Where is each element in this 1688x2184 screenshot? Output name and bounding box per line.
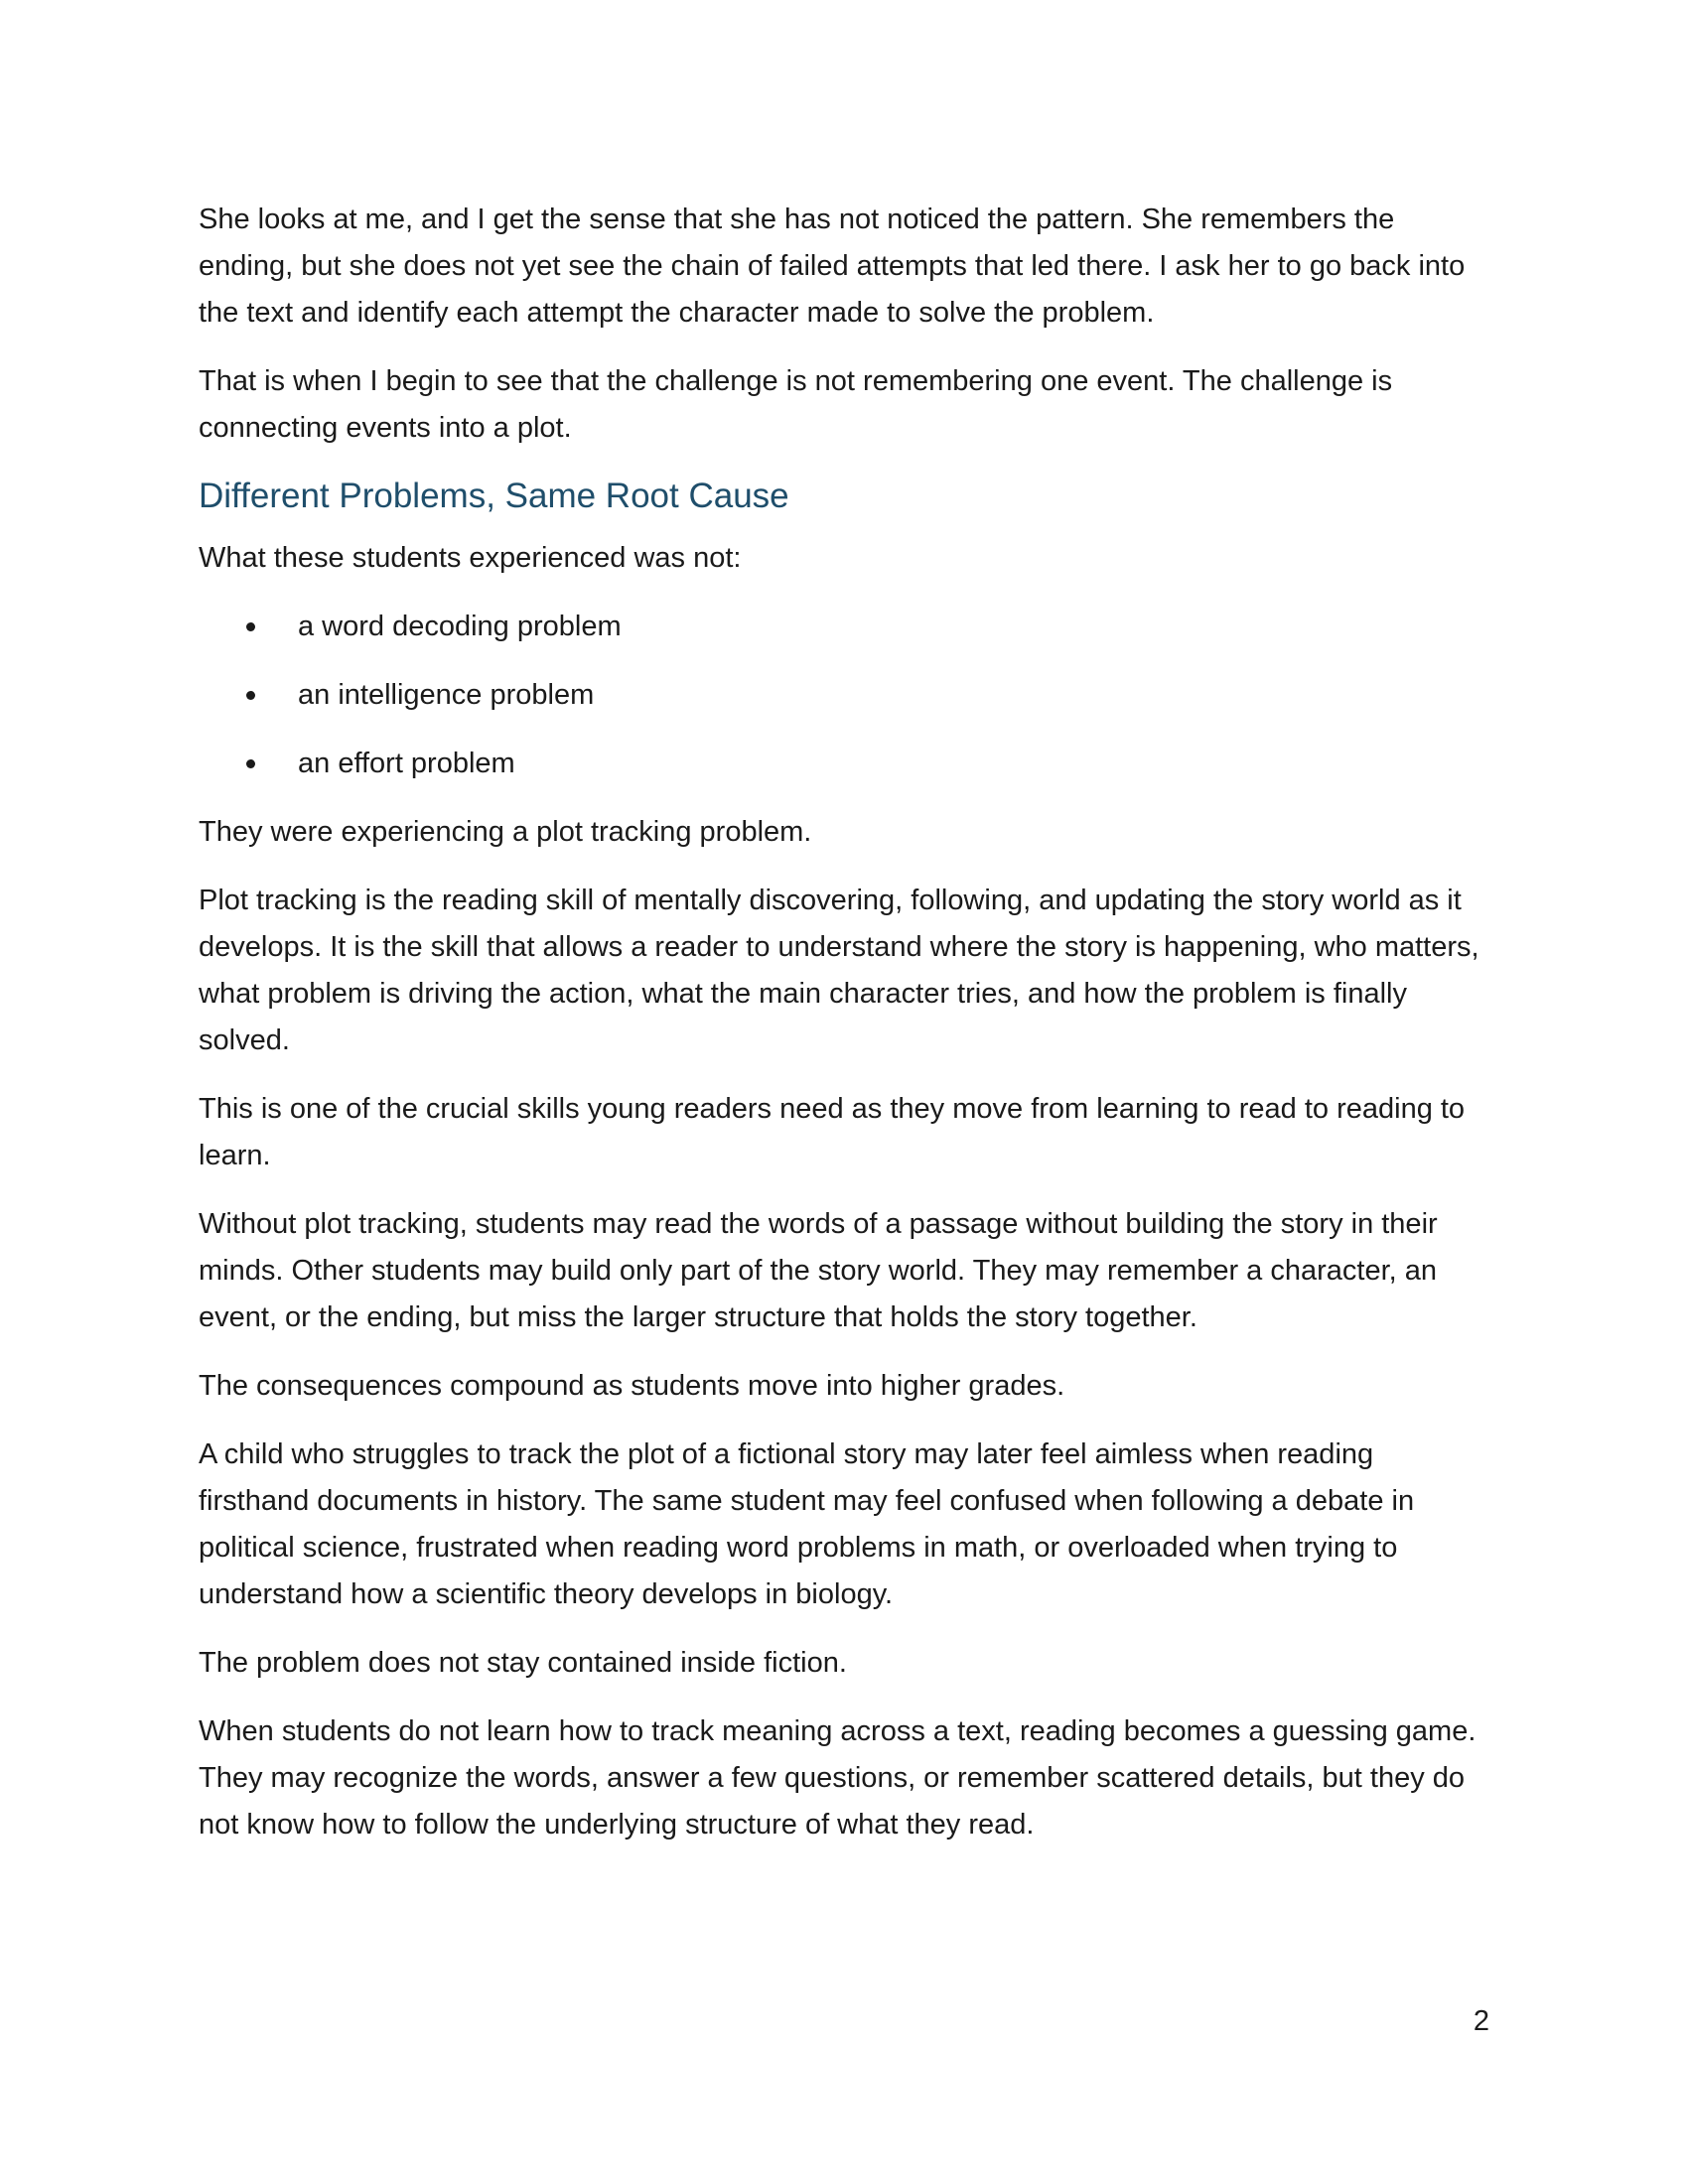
list-item-text: an effort problem: [298, 748, 515, 779]
page-number: 2: [1473, 2005, 1489, 2037]
paragraph: Without plot tracking, students may read the words of a passage without building the story in their minds. Other students may build only part of the story world. They may remember a character, an event, or the ending, but miss the larger structure that holds the story together.: [199, 1208, 1438, 1333]
paragraph: A child who struggles to track the plot of a fictional story may later feel aimless when reading firsthand documents in history. The same student may feel confused when following a debate in political science, frustrated when reading word problems in math, or overloaded when trying to understand how a scientific theory develops in biology.: [199, 1438, 1415, 1610]
paragraph: Plot tracking is the reading skill of mentally discovering, following, and updating the story world as it develops. It is the skill that allows a reader to understand where the story is happening, who matters, what problem is driving the action, what the main character tries, and how the problem is finally solved.: [199, 885, 1479, 1056]
paragraph: The problem does not stay contained inside fiction.: [199, 1647, 847, 1679]
paragraph: They were experiencing a plot tracking problem.: [199, 816, 812, 848]
paragraph: That is when I begin to see that the challenge is not remembering one event. The challenge is connecting events into a plot.: [199, 365, 1393, 444]
paragraph: The consequences compound as students move into higher grades.: [199, 1370, 1065, 1402]
list-item-text: an intelligence problem: [298, 679, 595, 711]
list-item: [199, 741, 1489, 787]
paragraph: When students do not learn how to track meaning across a text, reading becomes a guessing game. They may recognize the words, answer a few questions, or remember scattered details, but they do not know how to follow the underlying structure of what they read.: [199, 1715, 1477, 1841]
list-item: [199, 604, 1489, 650]
bullet-icon: [246, 622, 255, 631]
page-content: [199, 197, 1489, 1870]
paragraph: This is one of the crucial skills young readers need as they move from learning to read to reading to learn.: [199, 1093, 1466, 1171]
section-heading: Different Problems, Same Root Cause: [199, 477, 789, 515]
bullet-icon: [246, 759, 255, 768]
list-intro: What these students experienced was not:: [199, 542, 742, 574]
bullet-icon: [246, 691, 255, 700]
list-item: [199, 672, 1489, 719]
bullet-list: [199, 604, 1489, 787]
paragraph: She looks at me, and I get the sense that she has not noticed the pattern. She remembers the ending, but she does not yet see the chain of failed attempts that led there. I ask her to go back into the text and identify each attempt the character made to solve the problem.: [199, 204, 1466, 329]
list-item-text: a word decoding problem: [298, 611, 622, 642]
